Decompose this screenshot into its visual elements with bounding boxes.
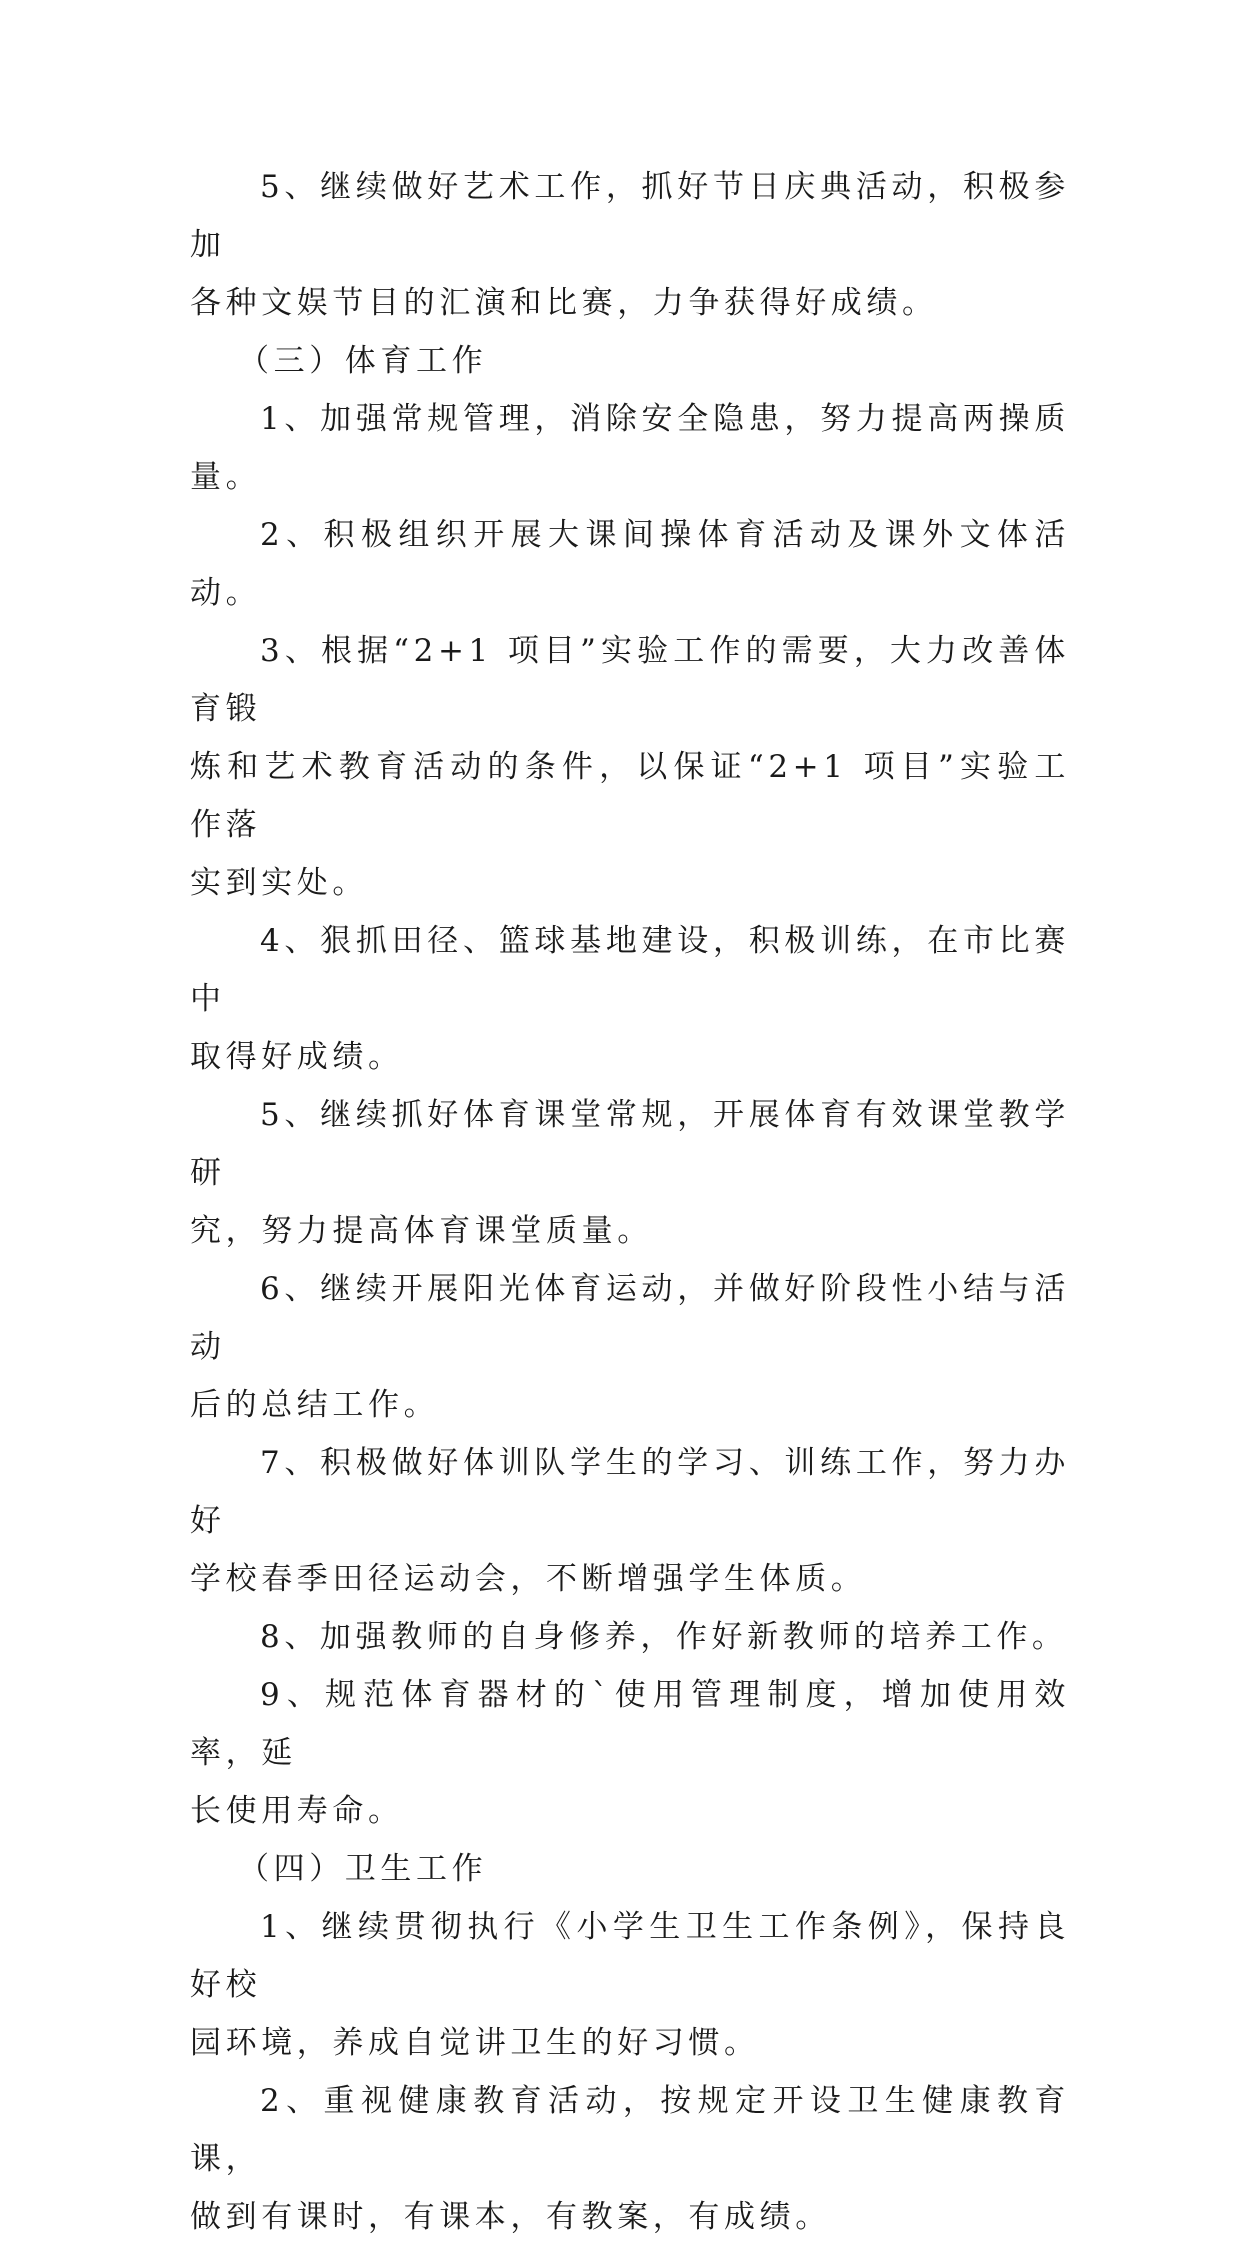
paragraph-line: 1、继续贯彻执行《小学生卫生工作条例》，保持良好校 (190, 1909, 1070, 2003)
paragraph-line: 学校春季田径运动会，不断增强学生体质。 (190, 1561, 867, 1597)
paragraph (190, 1434, 1070, 1608)
paragraph-line: 取得好成绩。 (190, 1039, 404, 1075)
paragraph (190, 622, 1070, 912)
paragraph (190, 1666, 1070, 1840)
paragraph-line: 后的总结工作。 (190, 1387, 440, 1423)
document-body (190, 158, 1070, 2246)
paragraph-line: 5、继续抓好体育课堂常规，开展体育有效课堂教学研 (190, 1097, 1070, 1191)
paragraph (190, 1898, 1070, 2072)
paragraph-line: 4、狠抓田径、篮球基地建设，积极训练，在市比赛中 (190, 923, 1070, 1017)
paragraph (190, 390, 1070, 506)
paragraph-line: 3、根据“2+1 项目”实验工作的需要，大力改善体育锻 (190, 633, 1070, 727)
paragraph (190, 506, 1070, 622)
paragraph (190, 2072, 1070, 2246)
section-heading: （三）体育工作 (238, 343, 488, 379)
paragraph-line: 5、继续做好艺术工作，抓好节日庆典活动，积极参加 (190, 169, 1070, 263)
paragraph-line: 1、加强常规管理，消除安全隐患，努力提高两操质量。 (190, 401, 1070, 495)
paragraph-line: 究，努力提高体育课堂质量。 (190, 1213, 653, 1249)
paragraph (190, 158, 1070, 332)
paragraph-line: 园环境，养成自觉讲卫生的好习惯。 (190, 2025, 760, 2061)
paragraph-line: 实到实处。 (190, 865, 368, 901)
paragraph-line: 2、重视健康教育活动，按规定开设卫生健康教育课， (190, 2083, 1070, 2177)
paragraph (190, 912, 1070, 1086)
paragraph (190, 1260, 1070, 1434)
paragraph (190, 1608, 1070, 1666)
paragraph-line: 7、积极做好体训队学生的学习、训练工作，努力办好 (190, 1445, 1070, 1539)
paragraph-line: 做到有课时，有课本，有教案，有成绩。 (190, 2199, 831, 2235)
paragraph-line: 长使用寿命。 (190, 1793, 404, 1829)
paragraph-line: 8、加强教师的自身修养，作好新教师的培养工作。 (260, 1619, 1068, 1655)
paragraph-line: 2、积极组织开展大课间操体育活动及课外文体活动。 (190, 517, 1070, 611)
paragraph-line: 炼和艺术教育活动的条件，以保证“2+1 项目”实验工作落 (190, 749, 1070, 843)
section-heading: （四）卫生工作 (238, 1851, 488, 1887)
paragraph (190, 1086, 1070, 1260)
paragraph-line: 9、规范体育器材的`使用管理制度，增加使用效率，延 (190, 1677, 1070, 1771)
paragraph-line: 各种文娱节目的汇演和比赛，力争获得好成绩。 (190, 285, 938, 321)
paragraph-line: 6、继续开展阳光体育运动，并做好阶段性小结与活动 (190, 1271, 1070, 1365)
